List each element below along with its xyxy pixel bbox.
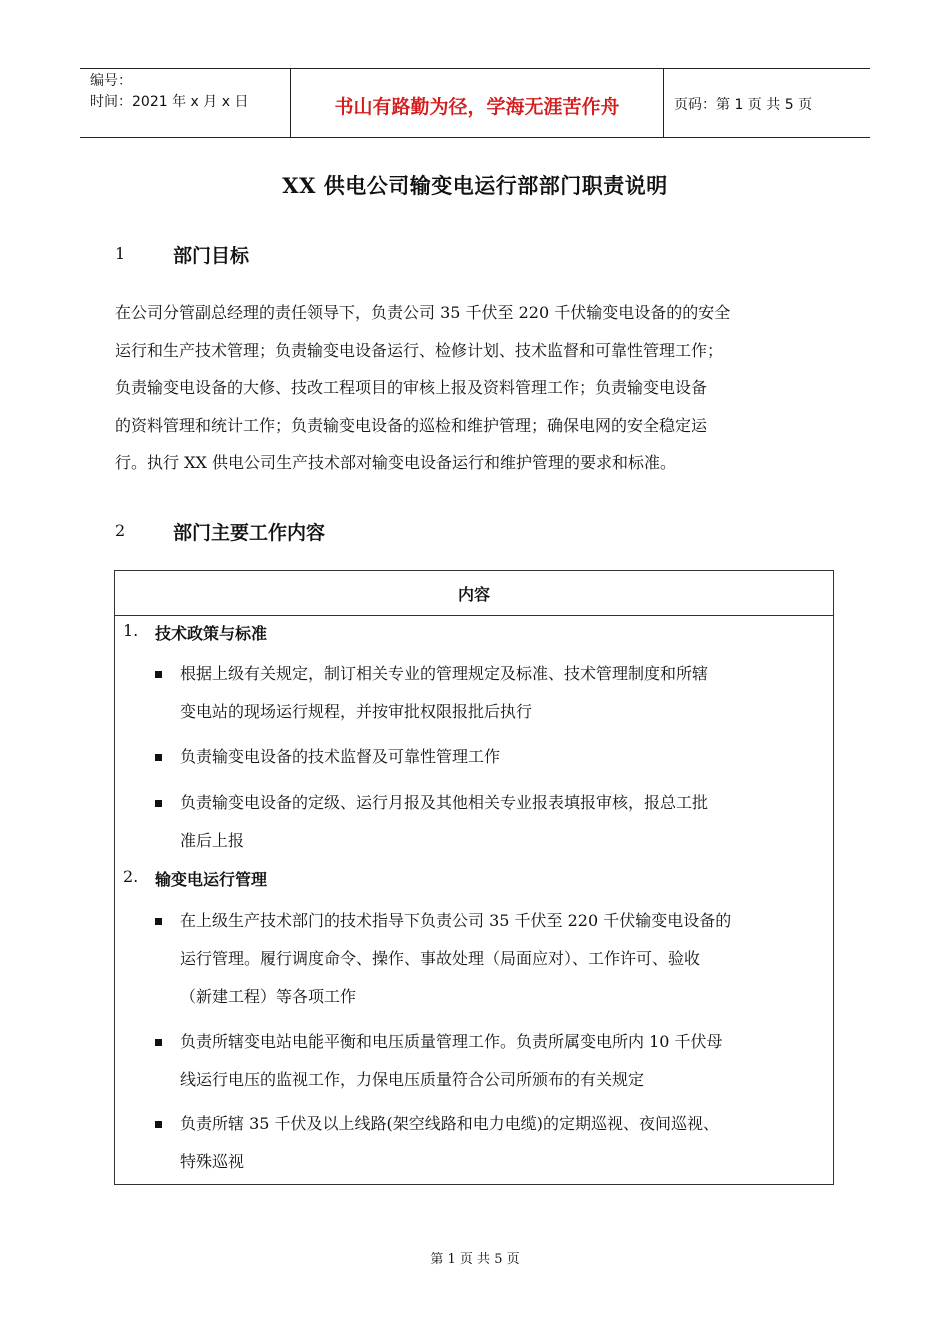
document-title: XX 供电公司输变电运行部部门职责说明 [282, 173, 668, 198]
section-number: 2 [115, 521, 126, 540]
list-item [155, 655, 815, 731]
category-number: 2. [123, 867, 139, 886]
page-footer: 第 1 页 共 5 页 [430, 1252, 520, 1267]
document-header [80, 68, 870, 138]
item-line: 负责所辖变电站电能平衡和电压质量管理工作。负责所属变电所内 10 千伏母 [180, 1032, 723, 1051]
paragraph-line: 行。执行 XX 供电公司生产技术部对输变电设备运行和维护管理的要求和标准。 [115, 453, 676, 472]
header-motto: 书山有路勤为径，学海无涯苦作舟 [291, 69, 664, 137]
square-bullet-icon [155, 1121, 162, 1128]
square-bullet-icon [155, 918, 162, 925]
item-line: 运行管理。履行调度命令、操作、事故处理（局面应对）、工作许可、验收 [180, 949, 701, 968]
square-bullet-icon [155, 800, 162, 807]
paragraph-line: 的资料管理和统计工作；负责输变电设备的巡检和维护管理；确保电网的安全稳定运 [115, 415, 708, 435]
item-line: 负责所辖 35 千伏及以上线路(架空线路和电力电缆)的定期巡视、夜间巡视、 [180, 1114, 720, 1133]
table-header: 内容 [115, 571, 833, 616]
section-title: 部门目标 [173, 245, 250, 267]
paragraph-line: 负责输变电设备的大修、技改工程项目的审核上报及资料管理工作；负责输变电设备 [115, 378, 708, 397]
square-bullet-icon [155, 754, 162, 761]
time-label: 时间：2021 年 x 月 x 日 [90, 94, 249, 110]
section-number: 1 [115, 244, 126, 263]
category-title: 技术政策与标准 [155, 624, 268, 643]
item-line: 特殊巡视 [180, 1152, 245, 1171]
code-label: 编号： [90, 73, 132, 89]
item-line: 线运行电压的监视工作，力保电压质量符合公司所颁布的有关规定 [180, 1070, 645, 1089]
item-line: 准后上报 [180, 831, 245, 850]
section-2-heading [115, 518, 325, 545]
header-page-info: 页码：第 1 页 共 5 页 [674, 97, 813, 113]
list-item [155, 1023, 815, 1099]
section-1-paragraph [115, 294, 835, 482]
category-number: 1. [123, 621, 139, 640]
item-line: 根据上级有关规定，制订相关专业的管理规定及标准、技术管理制度和所辖 [180, 664, 709, 683]
list-item [155, 784, 815, 860]
content-table [114, 570, 834, 1185]
paragraph-line: 在公司分管副总经理的责任领导下，负责公司 35 千伏至 220 千伏输变电设备的的安全 [115, 303, 731, 322]
item-line: 负责输变电设备的技术监督及可靠性管理工作 [180, 747, 501, 766]
paragraph-line: 运行和生产技术管理；负责输变电设备运行、检修计划、技术监督和可靠性管理工作； [115, 340, 724, 360]
item-line: 变电站的现场运行规程，并按审批权限报批后执行 [180, 702, 533, 721]
list-item [155, 902, 815, 1016]
list-item [155, 738, 815, 776]
category-heading [123, 621, 267, 644]
item-line: 负责输变电设备的定级、运行月报及其他相关专业报表填报审核，报总工批 [180, 793, 709, 812]
section-title: 部门主要工作内容 [173, 522, 326, 544]
list-item [155, 1105, 815, 1181]
header-meta [80, 69, 291, 137]
square-bullet-icon [155, 671, 162, 678]
square-bullet-icon [155, 1039, 162, 1046]
category-heading [123, 867, 267, 890]
item-line: （新建工程）等各项工作 [180, 987, 357, 1006]
item-line: 在上级生产技术部门的技术指导下负责公司 35 千伏至 220 千伏输变电设备的 [180, 911, 732, 930]
category-title: 输变电运行管理 [155, 870, 268, 889]
section-1-heading [115, 241, 249, 268]
